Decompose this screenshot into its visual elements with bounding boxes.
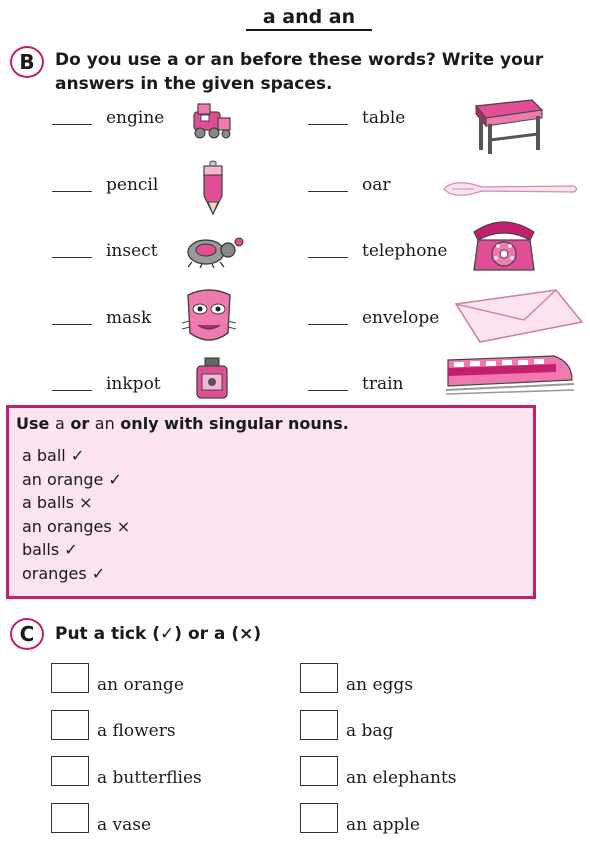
answer-label: a bag [346, 721, 394, 741]
answer-label: a vase [97, 815, 152, 835]
section-b-badge: B [10, 46, 44, 78]
answer-blank[interactable] [52, 191, 92, 192]
answer-blank[interactable] [308, 390, 348, 391]
list-item: oranges ✓ [22, 563, 106, 583]
word-label: engine [106, 108, 165, 128]
word-label: envelope [362, 308, 440, 328]
rule-heading-a: a [54, 414, 65, 433]
rule-heading [16, 414, 349, 433]
tick-box[interactable] [300, 710, 338, 740]
section-b-instruction-line2: answers in the given spaces. [55, 74, 333, 94]
rule-heading-an: an [94, 414, 115, 433]
tick-box[interactable] [300, 803, 338, 833]
rule-examples [22, 444, 130, 586]
rule-heading-post: only with singular nouns. [114, 414, 349, 433]
tick-box[interactable] [51, 803, 89, 833]
answer-label: an apple [346, 815, 420, 835]
answer-label: a flowers [97, 721, 176, 741]
list-item: a balls × [22, 493, 93, 513]
answer-label: an elephants [346, 768, 457, 788]
word-label: table [362, 108, 406, 128]
tick-box[interactable] [51, 756, 89, 786]
answer-blank[interactable] [308, 257, 348, 258]
answer-blank[interactable] [308, 124, 348, 125]
answer-blank[interactable] [52, 124, 92, 125]
section-c-badge: C [10, 618, 44, 650]
tick-box[interactable] [51, 710, 89, 740]
telephone-icon [470, 214, 538, 276]
tick-box[interactable] [300, 663, 338, 693]
pencil-icon [198, 160, 228, 218]
insect-icon [184, 234, 246, 268]
answer-blank[interactable] [308, 191, 348, 192]
answer-blank[interactable] [52, 390, 92, 391]
list-item: an oranges × [22, 516, 131, 536]
list-item: a ball ✓ [22, 446, 85, 465]
train-icon [444, 350, 576, 400]
word-label: inkpot [106, 374, 161, 394]
word-label: insect [106, 241, 158, 261]
section-b-instruction-line1: Do you use a or an before these words? Write your [55, 50, 544, 70]
answer-label: an orange [97, 675, 184, 695]
word-label: mask [106, 308, 152, 328]
oar-icon [442, 178, 580, 200]
list-item: an orange ✓ [22, 469, 122, 489]
section-c-instruction: Put a tick (✓) or a (×) [55, 624, 262, 644]
answer-blank[interactable] [308, 324, 348, 325]
answer-label: an eggs [346, 675, 414, 695]
word-label: train [362, 374, 404, 394]
tick-box[interactable] [51, 663, 89, 693]
word-label: pencil [106, 175, 159, 195]
answer-blank[interactable] [52, 257, 92, 258]
word-label: telephone [362, 241, 448, 261]
tick-box[interactable] [300, 756, 338, 786]
rule-box [6, 405, 536, 599]
page-title: a and an [246, 6, 372, 31]
engine-icon [190, 100, 236, 142]
rule-heading-or: or [64, 414, 95, 433]
answer-blank[interactable] [52, 324, 92, 325]
mask-icon [180, 285, 238, 347]
word-label: oar [362, 175, 391, 195]
answer-label: a butterflies [97, 768, 202, 788]
inkpot-icon [194, 356, 230, 400]
table-icon [470, 96, 546, 156]
list-item: balls ✓ [22, 540, 78, 560]
rule-heading-pre: Use [16, 414, 55, 433]
envelope-icon [454, 288, 584, 344]
